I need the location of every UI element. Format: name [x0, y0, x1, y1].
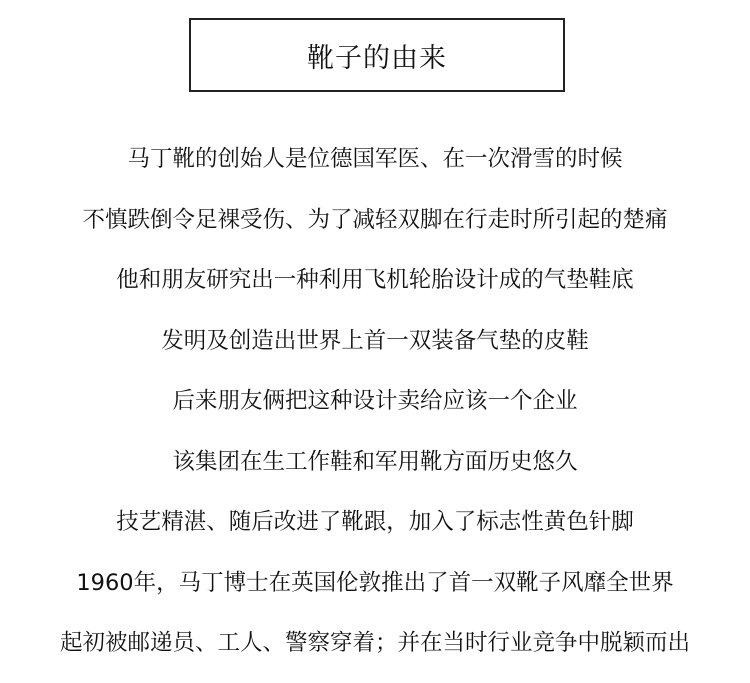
text-line: 不慎跌倒令足裸受伤、为了减轻双脚在行走时所引起的楚痛: [82, 206, 668, 233]
text-line: 后来朋友俩把这种设计卖给应该一个企业: [172, 388, 578, 414]
text-line: 1960年，马丁博士在英国伦敦推出了首一双靴子风靡全世界: [76, 569, 674, 596]
text-line: 起初被邮递员、工人、警察穿着；并在当时行业竞争中脱颖而出: [59, 630, 690, 656]
title-box: [189, 18, 565, 92]
text-line: 技艺精湛、随后改进了靴跟，加入了标志性黄色针脚: [116, 509, 634, 535]
body-text: [0, 137, 750, 682]
text-line: 马丁靴的创始人是位德国军医、在一次滑雪的时候: [127, 146, 623, 172]
page-title: 靴子的由来: [307, 42, 447, 74]
text-line: 他和朋友研究出一种利用飞机轮胎设计成的气垫鞋底: [116, 267, 634, 293]
text-line: 该集团在生工作鞋和军用靴方面历史悠久: [172, 448, 578, 475]
text-line: 发明及创造出世界上首一双装备气垫的皮鞋: [161, 327, 589, 354]
